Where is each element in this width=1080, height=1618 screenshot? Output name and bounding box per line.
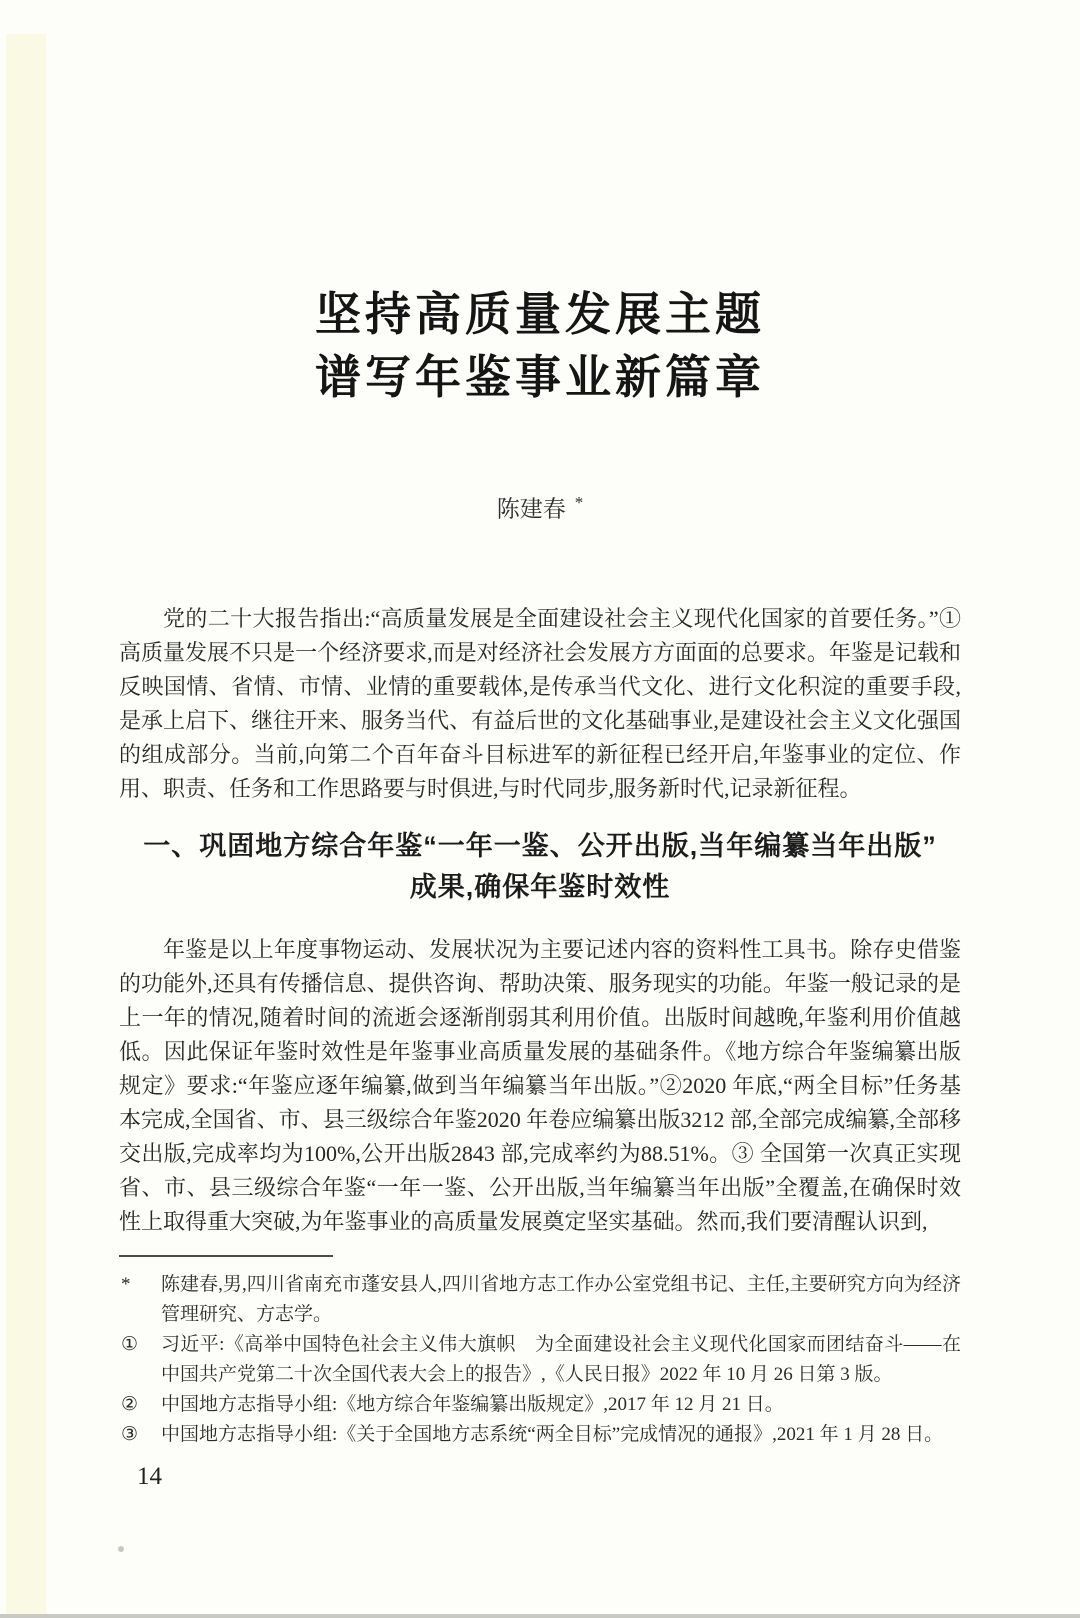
footnote-2 [119, 1390, 961, 1420]
scan-artifact-speck [118, 1546, 124, 1552]
footnote-separator-rule [119, 1255, 333, 1257]
intro-paragraph: 党的二十大报告指出:“高质量发展是全面建设社会主义现代化国家的首要任务。”①高质量发展不只是一个经济要求,而是对经济社会发展方方面面的总要求。年鉴是记载和反映国情、省情、市情、业情的重要载体,是传承当代文化、进行文化积淀的重要手段,是承上启下、继往开来、服务当代、有益后世的文化基础事业,是建设社会主义文化强国的组成部分。当前,向第二个百年奋斗目标进军的新征程已经开启,年鉴事业的定位、作用、职责、任务和工作思路要与时俱进,与时代同步,服务新时代,记录新征程。 [119, 605, 961, 801]
article-content [119, 0, 961, 1491]
section-one-heading-line-2: 成果,确保年鉴时效性 [409, 871, 671, 902]
footnote-1 [119, 1330, 961, 1390]
footnote-marker: ② [121, 1393, 139, 1415]
article-title-line-1: 坚持高质量发展主题 [315, 289, 765, 340]
footnote-author [119, 1270, 961, 1330]
section-one-heading-line-1: 一、巩固地方综合年鉴“一年一鉴、公开出版,当年编纂当年出版” [143, 830, 937, 861]
footnote-text: 陈建春,男,四川省南充市蓬安县人,四川省地方志工作办公室党组书记、主任,主要研究方向为经济管理研究、方志学。 [161, 1273, 961, 1325]
footnote-3 [119, 1420, 961, 1450]
scan-artifact-left-band [6, 34, 46, 1618]
footnote-text: 中国地方志指导小组:《地方综合年鉴编纂出版规定》,2017 年 12 月 21 日。 [161, 1393, 784, 1415]
section-one-paragraph: 年鉴是以上年度事物运动、发展状况为主要记述内容的资料性工具书。除存史借鉴的功能外,还具有传播信息、提供咨询、帮助决策、服务现实的功能。年鉴一般记录的是上一年的情况,随着时间的流逝会逐渐削弱其利用价值。出版时间越晚,年鉴利用价值越低。因此保证年鉴时效性是年鉴事业高质量发展的基础条件。《地方综合年鉴编纂出版规定》要求:“年鉴应逐年编纂,做到当年编纂当年出版。”②2020 年底,“两全目标”任务基本完成,全国省、市、县三级综合年鉴2020 年卷应编纂出版3212 部,全部完成编纂,全部移交出版,完成率均为100%,公开出版2843 部,完成率约为88.51%。③ 全国第一次真正实现省、市、县三级综合年鉴“一年一鉴、公开出版,当年编纂当年出版”全覆盖,在确保时效性上取得重大突破,为年鉴事业的高质量发展奠定坚实基础。然而,我们要清醒认识到, [119, 936, 961, 1234]
page-number: 14 [137, 1462, 162, 1490]
footnote-marker: ③ [121, 1423, 139, 1445]
author-name: 陈建春 [496, 496, 566, 522]
article-title-line-2: 谱写年鉴事业新篇章 [315, 352, 765, 403]
footnotes-block [119, 1270, 961, 1450]
scan-artifact-bottom-line [0, 1614, 1080, 1618]
author-line [119, 489, 961, 524]
footnote-text: 中国地方志指导小组:《关于全国地方志系统“两全目标”完成情况的通报》,2021 年 1 月 28 日。 [161, 1423, 944, 1445]
article-title [119, 283, 961, 409]
author-footnote-mark: * [574, 493, 584, 512]
footnote-text: 习近平:《高举中国特色社会主义伟大旗帜 为全面建设社会主义现代化国家而团结奋斗——在中国共产党第二十次全国代表大会上的报告》,《人民日报》2022 年 10 月 26 日第 3 版。 [161, 1333, 961, 1385]
section-one-heading [119, 826, 961, 908]
footnote-marker: ① [121, 1333, 139, 1355]
footnote-marker: * [121, 1273, 131, 1295]
